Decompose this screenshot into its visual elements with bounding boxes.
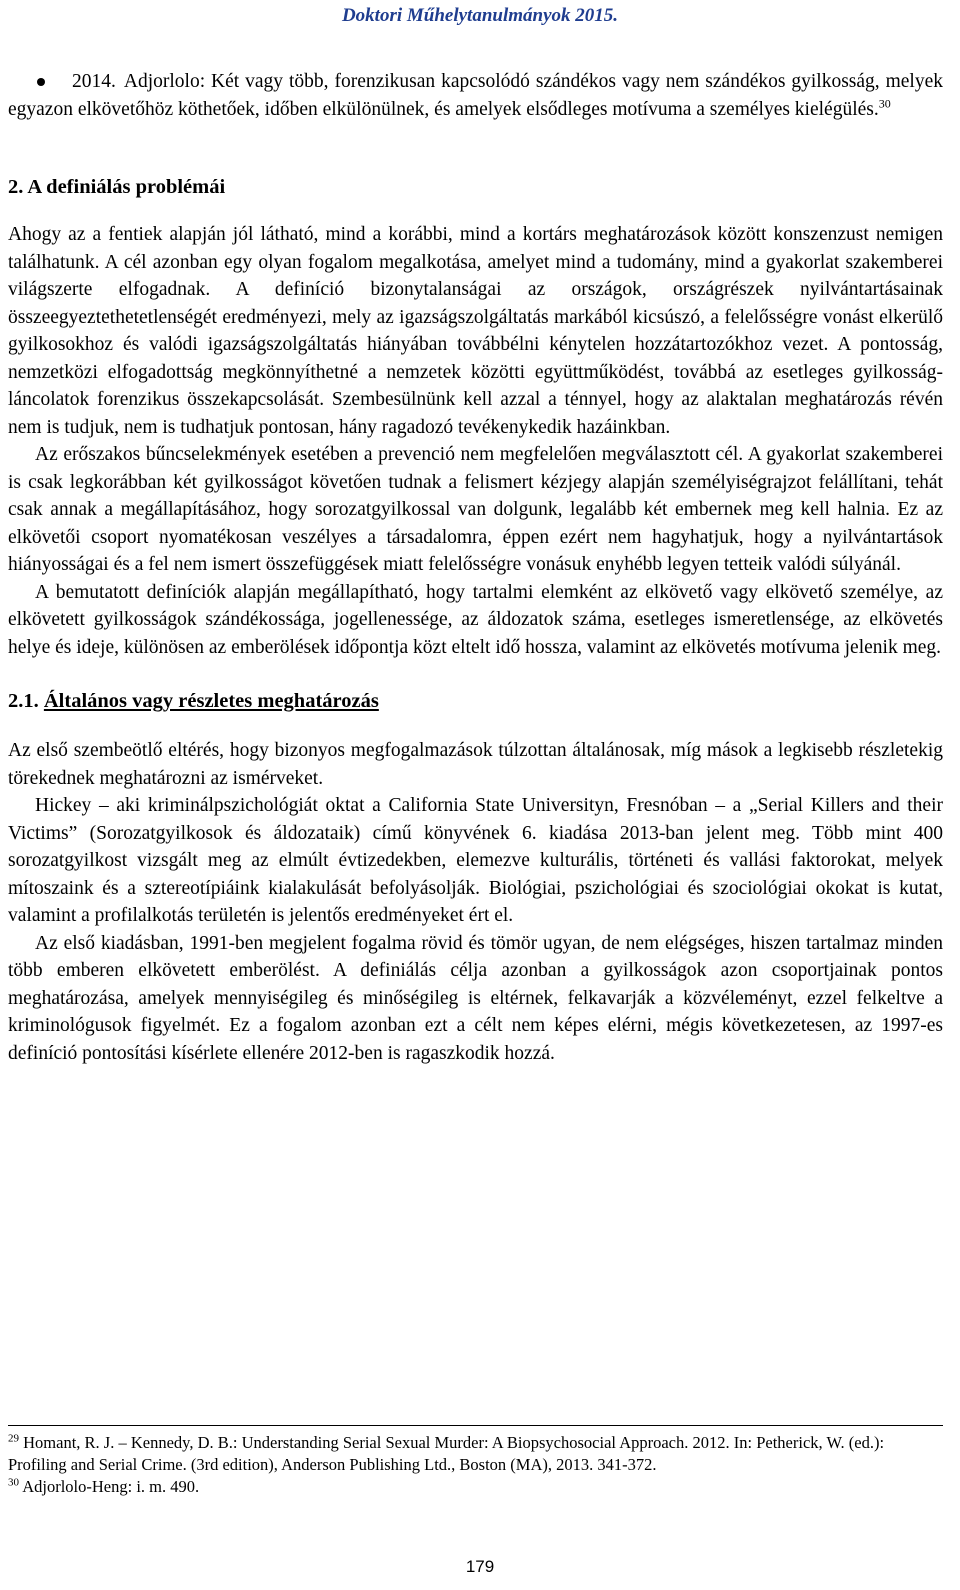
footnote-number: 29	[8, 1432, 19, 1445]
bullet-paragraph	[8, 68, 943, 123]
footnote-text: Adjorlolo-Heng: i. m. 490.	[22, 1477, 200, 1496]
section2-paragraph-1: Ahogy az a fentiek alapján jól látható, mind a korábbi, mind a kortárs meghatározások között konszenzust nemigen találhatunk. A cél azonban egy olyan fogalom megalkotása, amelyet mind a tudomány, mind a gyakorlat szakemberei világszerte elfogadnak. A definíció bizonytalanságai az országok, országrészek nyilvántartásainak összeegyeztethetetlenségét eredményezi, mely az igazságszolgáltatás markából kicsúszó, a felelősségre vonást elkerülő gyilkosokhoz és valódi igazságszolgáltatás hiányában továbbélni kénytelen hozzátartozókhoz vezet. A pontosság, nemzetközi elfogadottság megkönnyíthetné a nemzetek közötti együttműködést, továbbá az esetleges gyilkosság-láncolatok forenzikus összekapcsolását. Szembesülnünk kell azzal a ténnyel, hogy az alaktalan meghatározás révén nem is tudjuk, nem is tudhatjuk pontosan, hány ragadozó tevékenykedik hazáinkban.	[8, 224, 943, 438]
section2-paragraph-3: A bemutatott definíciók alapján megállapítható, hogy tartalmi elemként az elkövető vagy elkövető személye, az elkövetett gyilkosságok szándékossága, jogellenessége, az áldozatok száma, esetleges ismeretlensége, az elkövetés helye és ideje, különösen az emberölések időpontja közt eltelt idő hossza, valamint az elkövetés motívuma jelenik meg.	[8, 581, 943, 658]
section-heading-2: 2. A definiálás problémái	[8, 176, 226, 198]
page-number: 179	[465, 1557, 495, 1576]
section-number: 2.1.	[8, 690, 39, 712]
section2-paragraph-2: Az erőszakos bűncselekmények esetében a prevenció nem megfelelően megválasztott cél. A gyakorlat szakemberei is csak legkorábban két gyilkosságot követően tudnak a felismert kézjegy alapján személyiségrajzot felállítani, tehát csak annak a megállapításához, hogy sorozatgyilkossal van dolgunk, legalább két embernek meg kell halnia. Ez az elkövetői csoport nyomatékosan veszélyes a társadalomra, éppen ezért nem hagyhatjuk, hogy a nyilvántartások hiányosságai és a fel nem ismert összefüggések miatt felelősségre vonásuk enyhébb legyen tetteik valódi súlyánál.	[8, 444, 943, 575]
bullet-icon	[37, 78, 45, 86]
section-title: Általános vagy részletes meghatározás	[43, 690, 379, 712]
section21-paragraph-2: Hickey – aki kriminálpszichológiát oktat a California State Universityn, Fresnóban – a „Serial Killers and their Victims” (Sorozatgyilkosok és áldozataik) című könyvének 6. kiadása 2013-ban jelent meg. Több mint 400 sorozatgyilkost vizsgált meg az elmúlt évtizedekben, elemezve kulturális, történeti és vallási faktorokat, melyek mítoszaink és a sztereotípiáink kialakulását befolyásolják. Biológiai, pszichológiai és szociológiai okokat is kutat, valamint a profilalkotás területén is jelentős eredményeket ért el.	[8, 795, 943, 926]
footnote-number: 30	[8, 1476, 19, 1489]
section21-paragraph-1: Az első szembeötlő eltérés, hogy bizonyos megfogalmazások túlzottan általánosak, míg mások a legkisebb részletekig törekednek meghatározni az ismérveket.	[8, 740, 943, 789]
footnote-text: Homant, R. J. – Kennedy, D. B.: Understanding Serial Sexual Murder: A Biopsychosocial Approach. 2012. In: Petherick, W. (ed.): Profiling and Serial Crime. (3rd edition), Anderson Publishing Ltd., Boston (MA), 2013. 341-372.	[8, 1433, 885, 1474]
footnotes	[8, 1425, 943, 1498]
section21-paragraph-3: Az első kiadásban, 1991-ben megjelent fogalma rövid és tömör ugyan, de nem elégséges, hiszen tartalmaz minden több emberen elkövetett emberölést. A definiálás célja azonban a gyilkosságok azon csoportjainak pontos meghatározása, amelyek mennyiségileg és minőségileg is eltérnek, felkavarják a közvéleményt, ezzel felkeltve a kriminológusok figyelmét. Ez a fogalom azonban ezt a célt nem képes elérni, mégis következetesen, az 1997-es definíció pontosítási kísérlete ellenére 2012-ben is ragaszkodik hozzá.	[8, 932, 943, 1064]
footnote-30	[8, 1476, 943, 1498]
running-header: Doktori Műhelytanulmányok 2015.	[341, 5, 619, 26]
section-heading-2-1	[8, 687, 943, 715]
bullet-item-2014	[8, 68, 943, 123]
bullet-text: Adjorlolo: Két vagy több, forenzikusan kapcsolódó szándékos vagy nem szándékos gyilkosság, melyek egyazon elkövetőhöz köthetőek, időben elkülönülnek, és amelyek elsődleges motívuma a személyes kielégülés.	[8, 71, 943, 120]
bullet-year: 2014.	[72, 71, 116, 92]
main-content	[8, 68, 943, 1067]
footnote-ref-30: 30	[878, 96, 891, 110]
footnote-29	[8, 1432, 943, 1476]
footnote-separator	[8, 1425, 943, 1426]
